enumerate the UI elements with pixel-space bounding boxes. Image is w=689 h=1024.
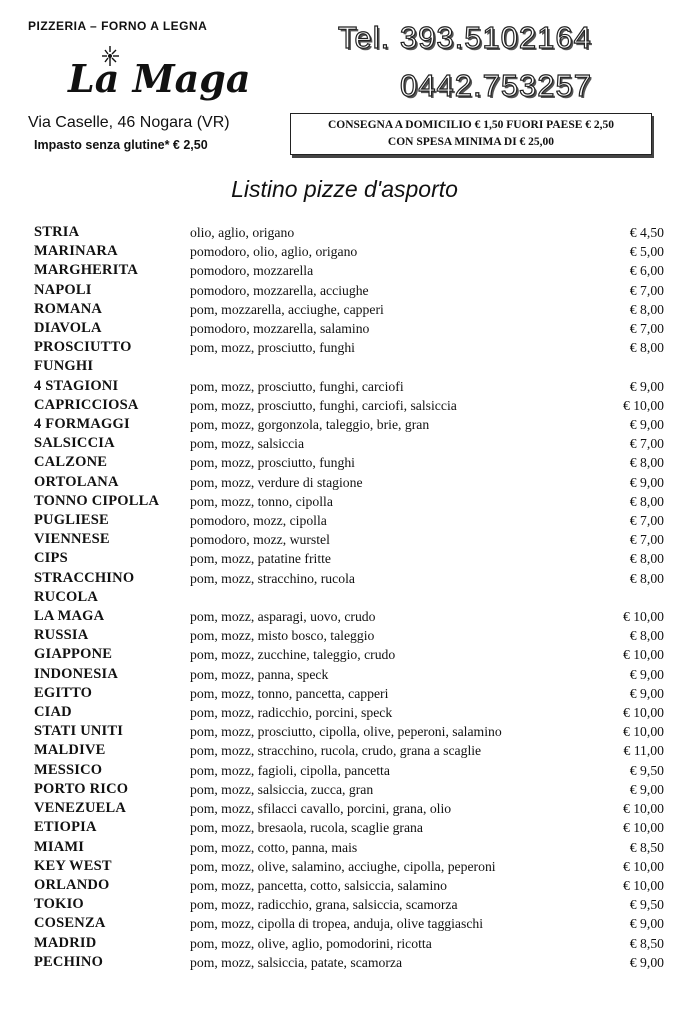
pizza-price: € 9,00 (629, 954, 664, 970)
menu-row (34, 319, 664, 338)
pizza-name: ROMANA (34, 300, 103, 317)
pizza-price: € 10,00 (622, 397, 664, 413)
pizza-name: MESSICO (34, 761, 103, 778)
menu-row (34, 377, 664, 396)
pizza-ingredients: pom, mozz, gorgonzola, taleggio, brie, gran (190, 417, 430, 433)
pizza-ingredients: pom, mozz, tonno, cipolla (190, 493, 333, 509)
delivery-line-2: CON SPESA MINIMA DI € 25,00 (387, 136, 555, 148)
pizza-price: € 5,00 (629, 244, 664, 260)
pizza-ingredients: pom, mozz, prosciutto, cipolla, olive, peperoni, salamino (190, 724, 502, 740)
pizza-ingredients: pom, mozz, prosciutto, funghi, carciofi (190, 378, 404, 394)
pizza-ingredients: pomodoro, olio, aglio, origano (190, 244, 358, 260)
pizza-menu-list (34, 223, 664, 972)
address: Via Caselle, 46 Nogara (VR) (28, 114, 230, 131)
pizza-name: MADRID (34, 934, 97, 951)
menu-row (34, 953, 664, 972)
delivery-line-1: CONSEGNA A DOMICILIO € 1,50 FUORI PAESE € 2,50 (327, 119, 615, 131)
pizza-name: PUGLIESE (34, 512, 109, 529)
menu-row (34, 857, 664, 876)
pizza-name: CAPRICCIOSA (34, 396, 139, 413)
pizza-ingredients: pom, mozz, fagioli, cipolla, pancetta (190, 762, 390, 778)
pizza-ingredients: pom, mozz, olive, aglio, pomodorini, ricotta (190, 935, 432, 951)
pizza-ingredients: olio, aglio, origano (190, 225, 295, 240)
witch-logo-icon (66, 44, 251, 102)
menu-row (34, 242, 664, 261)
menu-row (34, 741, 664, 760)
pizza-name: CALZONE (34, 454, 108, 471)
pizza-price: € 10,00 (622, 877, 664, 893)
pizza-ingredients: pom, mozz, radicchio, porcini, speck (190, 705, 393, 721)
menu-row (34, 549, 664, 568)
logo-text: La Maga (68, 56, 251, 101)
pizza-price: € 9,00 (629, 666, 664, 682)
pizza-price: € 10,00 (622, 705, 664, 721)
menu-row (34, 684, 664, 703)
menu-row (34, 569, 664, 607)
tagline: PIZZERIA – FORNO A LEGNA (28, 19, 208, 33)
pizza-name: COSENZA (34, 915, 106, 932)
pizza-price: € 10,00 (622, 858, 664, 874)
menu-row (34, 761, 664, 780)
pizza-name: INDONESIA (34, 665, 118, 682)
menu-row (34, 722, 664, 741)
menu-row (34, 934, 664, 953)
pizza-price: € 8,50 (629, 935, 664, 951)
menu-row (34, 415, 664, 434)
pizza-price: € 9,00 (629, 378, 664, 394)
pizza-name: KEY WEST (34, 857, 112, 874)
pizza-price: € 10,00 (622, 609, 664, 625)
pizza-name: TONNO CIPOLLA (34, 492, 160, 509)
pizza-price: € 7,00 (629, 436, 664, 452)
page-title: Listino pizze d'asporto (231, 176, 458, 202)
menu-row (34, 434, 664, 453)
menu-row (34, 607, 664, 626)
pizza-price: € 10,00 (622, 801, 664, 817)
pizza-ingredients: pom, mozz, prosciutto, funghi (190, 455, 355, 471)
pizza-name: STATI UNITI (34, 723, 124, 740)
pizza-name: MIAMI (34, 838, 85, 855)
pizza-price: € 7,00 (629, 321, 664, 337)
pizza-price: € 9,00 (629, 417, 664, 433)
menu-row (34, 338, 664, 376)
pizza-price: € 7,00 (629, 282, 664, 298)
pizza-ingredients: pomodoro, mozzarella, acciughe (190, 282, 369, 298)
pizza-ingredients: pom, mozz, verdure di stagione (190, 474, 363, 490)
pizza-name: MARGHERITA (34, 262, 139, 279)
pizza-name: PORTO RICO (34, 780, 129, 797)
pizza-name: ORLANDO (34, 876, 110, 893)
pizza-ingredients: pomodoro, mozz, wurstel (190, 532, 330, 548)
menu-row (34, 665, 664, 684)
menu-row (34, 396, 664, 415)
pizza-price: € 7,00 (629, 513, 664, 529)
pizza-ingredients: pom, mozz, cipolla di tropea, anduja, olive taggiaschi (190, 916, 484, 932)
pizza-price: € 10,00 (622, 820, 664, 836)
menu-row (34, 780, 664, 799)
pizza-name: NAPOLI (34, 281, 92, 298)
menu-row (34, 626, 664, 645)
pizza-name: CIAD (34, 704, 72, 721)
pizza-price: € 9,00 (629, 781, 664, 797)
pizza-name: CIPS (34, 550, 68, 567)
pizza-name: TOKIO (34, 896, 84, 913)
pizza-name: STRIA (34, 224, 80, 240)
pizza-price: € 8,50 (629, 839, 664, 855)
pizza-name: LA MAGA (34, 608, 105, 625)
pizza-ingredients: pomodoro, mozzarella (190, 263, 314, 279)
pizza-ingredients: pom, mozz, salsiccia (190, 436, 305, 452)
pizza-price: € 8,00 (629, 570, 664, 586)
pizza-ingredients: pom, mozz, salsiccia, zucca, gran (190, 781, 374, 797)
pizza-ingredients: pom, mozz, sfilacci cavallo, porcini, grana, olio (190, 801, 452, 817)
pizza-name: STRACCHINO RUCOLA (34, 569, 135, 605)
menu-row (34, 223, 664, 242)
delivery-info-box (290, 113, 652, 155)
pizza-name: 4 FORMAGGI (34, 416, 130, 433)
menu-row (34, 453, 664, 472)
pizza-ingredients: pom, mozz, asparagi, uovo, crudo (190, 609, 376, 625)
menu-row (34, 876, 664, 895)
pizza-name: MARINARA (34, 243, 118, 260)
menu-row (34, 281, 664, 300)
pizza-name: DIAVOLA (34, 320, 102, 337)
pizza-ingredients: pom, mozz, prosciutto, funghi (190, 340, 355, 356)
pizza-price: € 8,00 (629, 340, 664, 356)
pizza-name: SALSICCIA (34, 435, 115, 452)
pizza-price: € 9,50 (629, 897, 664, 913)
pizza-ingredients: pom, mozz, tonno, pancetta, capperi (190, 685, 389, 701)
pizza-name: ETIOPIA (34, 819, 97, 836)
pizza-ingredients: pom, mozzarella, acciughe, capperi (190, 301, 384, 317)
pizza-name: EGITTO (34, 684, 93, 701)
pizza-name: PECHINO (34, 953, 104, 970)
pizza-price: € 6,00 (629, 263, 664, 279)
menu-row (34, 645, 664, 664)
pizza-price: € 10,00 (622, 647, 664, 663)
pizza-price: € 9,00 (629, 685, 664, 701)
phone-number-2: 0442.753257 (400, 68, 593, 103)
pizza-price: € 9,00 (629, 916, 664, 932)
pizza-name: 4 STAGIONI (34, 377, 119, 394)
pizza-price: € 8,00 (629, 455, 664, 471)
pizza-price: € 9,00 (629, 474, 664, 490)
pizza-price: € 8,00 (629, 493, 664, 509)
menu-row (34, 895, 664, 914)
pizza-name: VENEZUELA (34, 800, 127, 817)
menu-row (34, 838, 664, 857)
pizza-price: € 8,00 (629, 628, 664, 644)
pizza-name: ORTOLANA (34, 473, 119, 490)
gluten-free-note: Impasto senza glutine* € 2,50 (34, 138, 208, 152)
pizza-price: € 4,50 (629, 225, 664, 240)
pizza-price: € 10,00 (622, 724, 664, 740)
phone-number-1: Tel. 393.5102164 (338, 20, 592, 55)
pizza-ingredients: pom, mozz, olive, salamino, acciughe, cipolla, peperoni (190, 858, 496, 874)
pizza-price: € 8,00 (629, 301, 664, 317)
pizza-name: GIAPPONE (34, 646, 113, 663)
pizza-price: € 8,00 (629, 551, 664, 567)
menu-row (34, 300, 664, 319)
pizza-ingredients: pom, mozz, salsiccia, patate, scamorza (190, 954, 403, 970)
menu-row (34, 914, 664, 933)
pizza-ingredients: pom, mozz, stracchino, rucola (190, 570, 355, 586)
pizza-ingredients: pom, mozz, radicchio, grana, salsiccia, scamorza (190, 897, 458, 913)
menu-row (34, 261, 664, 280)
pizza-price: € 11,00 (623, 743, 664, 759)
menu-row (34, 511, 664, 530)
pizza-name: RUSSIA (34, 627, 89, 644)
pizza-ingredients: pom, mozz, panna, speck (190, 666, 329, 682)
pizza-ingredients: pom, mozz, zucchine, taleggio, crudo (190, 647, 396, 663)
menu-row (34, 492, 664, 511)
pizza-ingredients: pom, mozz, patatine fritte (190, 551, 332, 567)
pizza-name: VIENNESE (34, 531, 110, 548)
pizza-ingredients: pom, mozz, prosciutto, funghi, carciofi, salsiccia (190, 397, 457, 413)
menu-row (34, 530, 664, 549)
pizza-ingredients: pom, mozz, misto bosco, taleggio (190, 628, 375, 644)
pizza-price: € 9,50 (629, 762, 664, 778)
pizza-name: PROSCIUTTO FUNGHI (34, 339, 132, 375)
pizza-ingredients: pom, mozz, bresaola, rucola, scaglie grana (190, 820, 423, 836)
pizza-ingredients: pom, mozz, cotto, panna, mais (190, 839, 358, 855)
pizza-ingredients: pom, mozz, pancetta, cotto, salsiccia, salamino (190, 877, 447, 893)
pizza-ingredients: pomodoro, mozz, cipolla (190, 513, 327, 529)
pizza-price: € 7,00 (629, 532, 664, 548)
menu-row (34, 703, 664, 722)
logo (66, 44, 251, 102)
pizza-ingredients: pomodoro, mozzarella, salamino (190, 321, 370, 337)
menu-row (34, 818, 664, 837)
menu-row (34, 799, 664, 818)
pizza-name: MALDIVE (34, 742, 106, 759)
menu-row (34, 473, 664, 492)
pizza-ingredients: pom, mozz, stracchino, rucola, crudo, grana a scaglie (190, 743, 482, 759)
